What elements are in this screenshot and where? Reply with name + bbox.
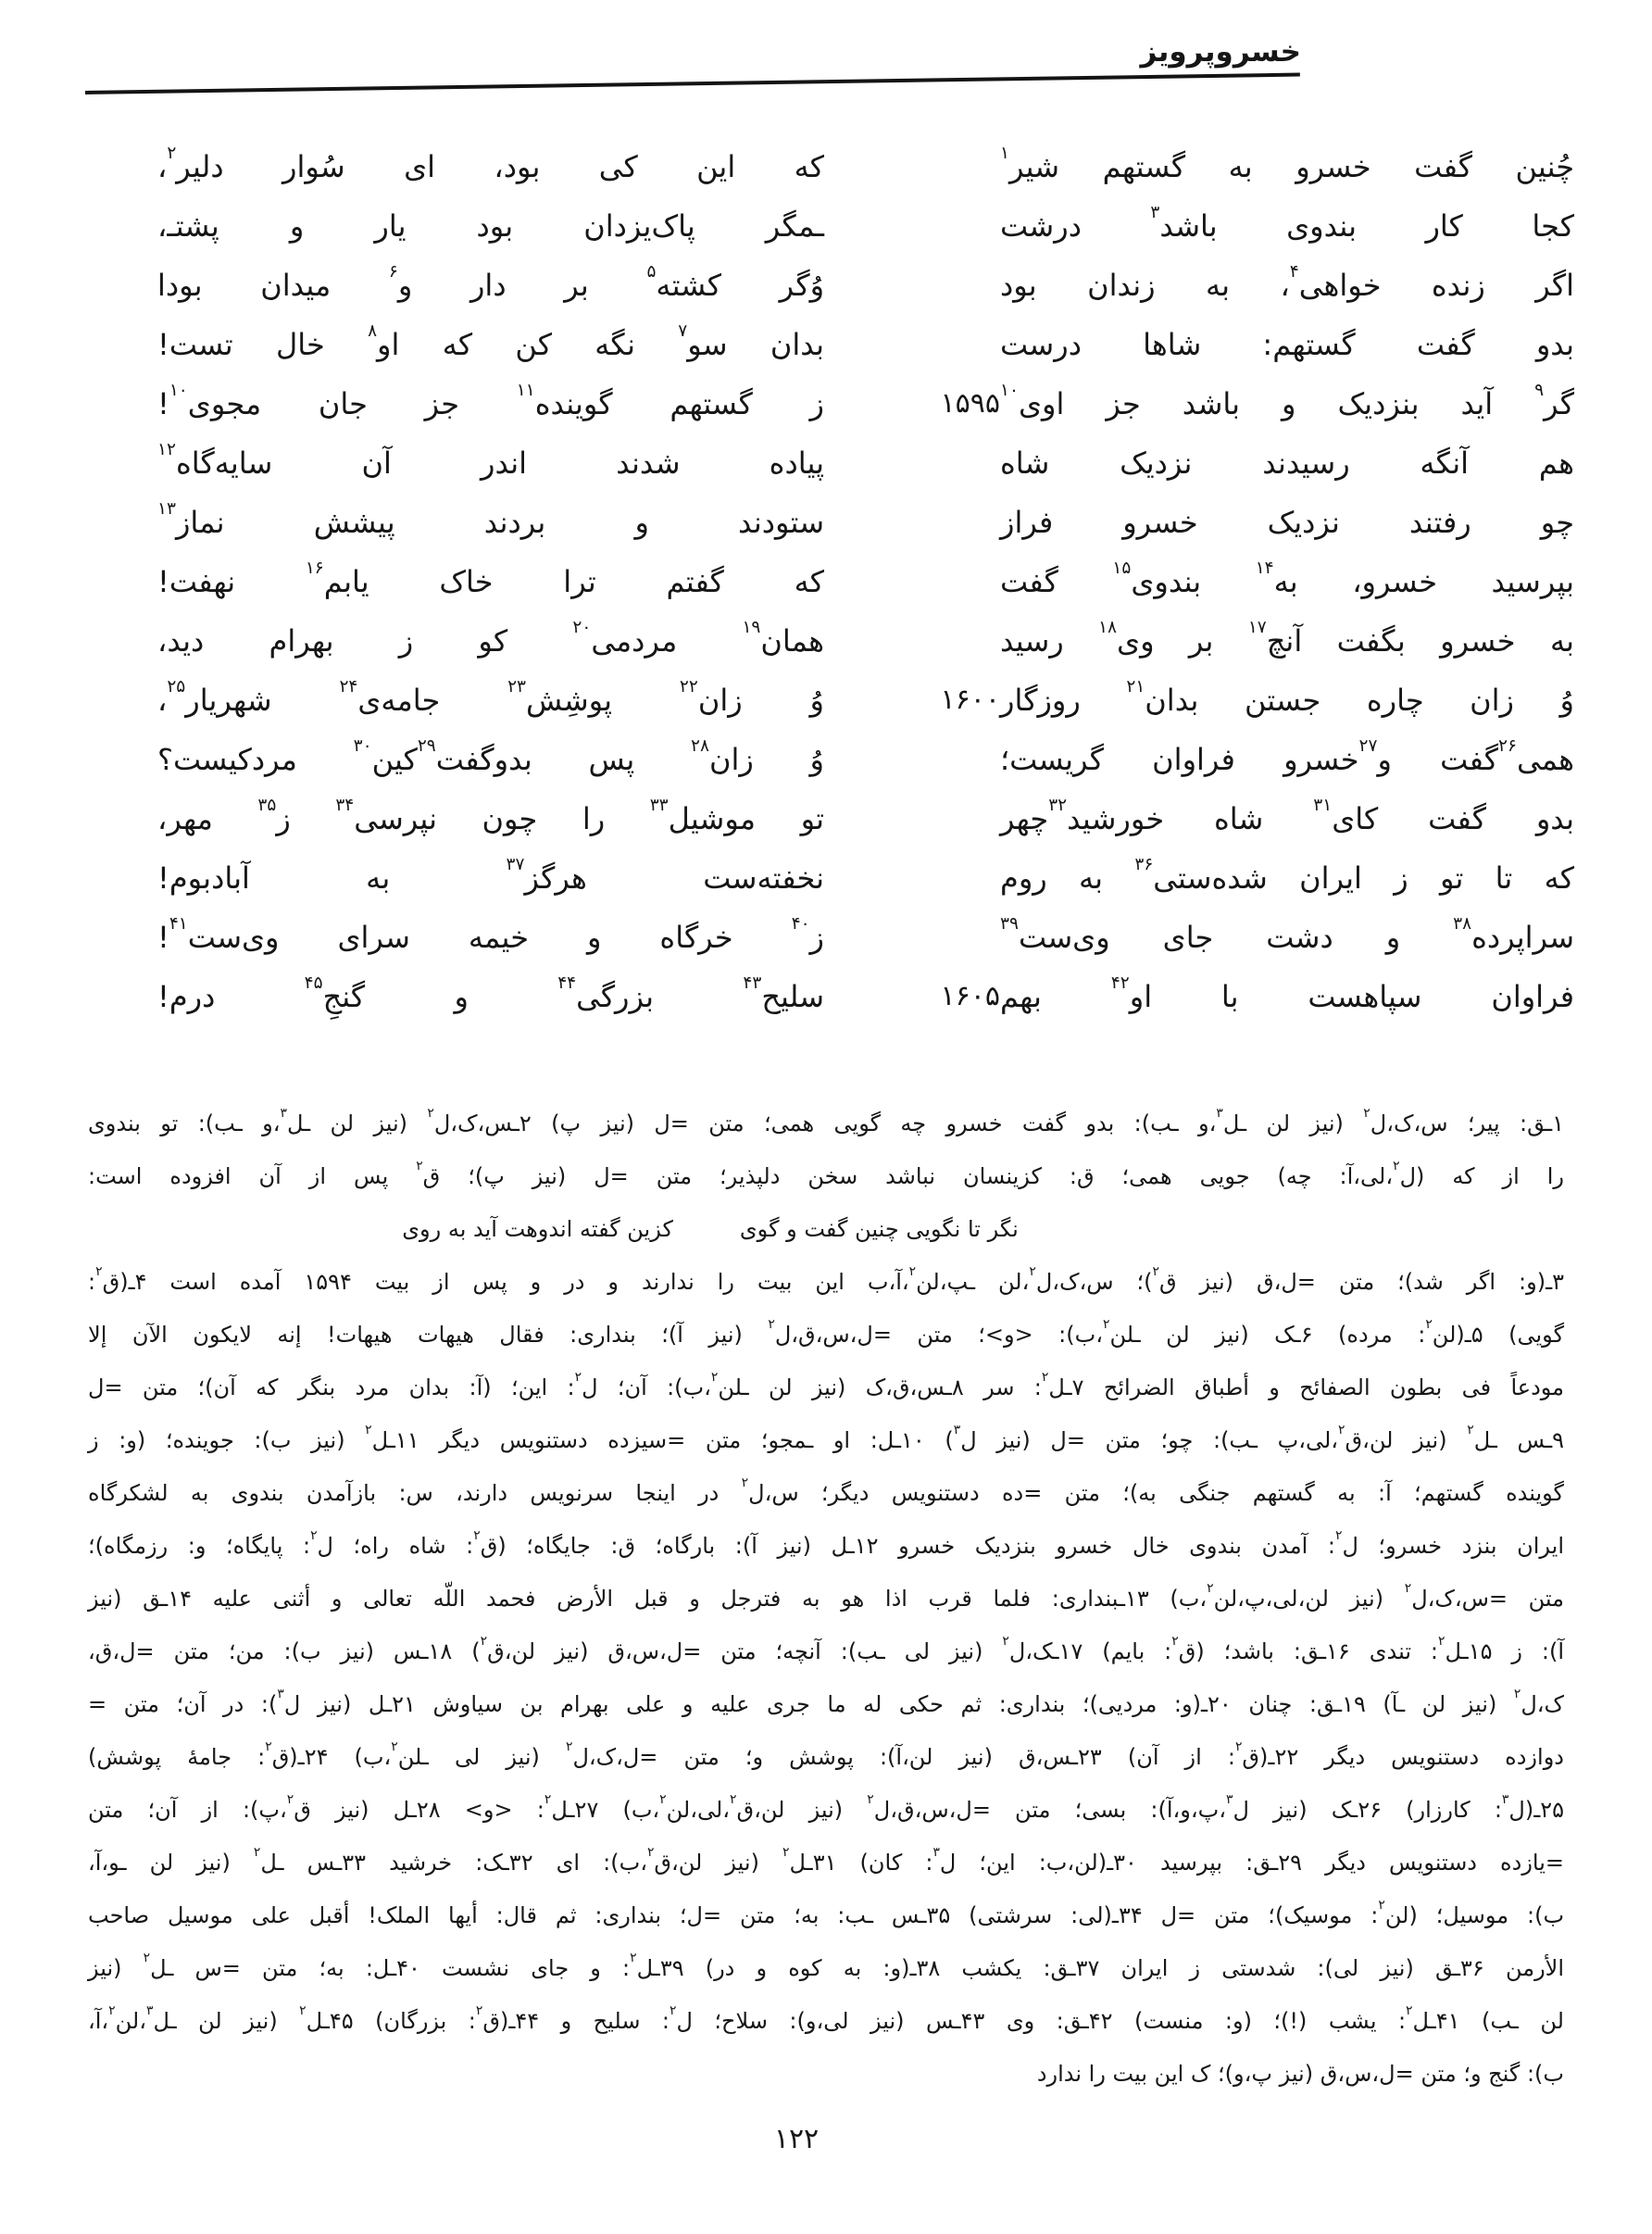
second-hemistich: سلیح$^{۴۳}$ بزرگی$^{۴۴}$ و گنجِ$^{۴۵}$ درم! <box>157 973 825 1014</box>
inserted-verse-first-hemistich: نگر تا نگویی چنین گفت و گوی <box>739 1216 1019 1242</box>
poem-block <box>157 137 1574 1026</box>
verse-row <box>157 493 1574 552</box>
verse-row <box>157 611 1574 671</box>
first-hemistich: چُنین گفت خسرو به گستهم شیر$^۱$ <box>1000 144 1574 184</box>
second-hemistich: وُ زان$^{۲۲}$ پوشِش$^{۲۳}$ جامه‌ی$^{۲۴}$ شهریار$^{۲۵}$، <box>157 677 824 718</box>
first-hemistich: به خسرو بگفت آنچ$^{۱۷}$ بر وی$^{۱۸}$ رسید <box>1000 618 1575 659</box>
second-hemistich: بدان سو$^۷$ نگه کن که او$^۸$ خال تست! <box>157 321 824 362</box>
verse-row <box>157 967 1574 1026</box>
first-hemistich: گر$^۹$ آید بنزدیک و باشد جز اوی$^{۱۰}$ <box>1000 381 1574 421</box>
apparatus-line: ب): گنج و؛ متن =ل،س،ق (نیز پ،و)؛ ک این بیت را ندارد <box>1036 2061 1564 2087</box>
page-number: ۱۲۲ <box>773 2123 820 2155</box>
first-hemistich: چو رفتند نزدیک خسرو فراز <box>1000 505 1574 540</box>
verse-row <box>157 196 1574 256</box>
first-hemistich: هم آنگه رسیدند نزدیک شاه <box>1000 446 1574 481</box>
verse-row <box>157 730 1574 789</box>
apparatus-line: لن ـب) ۴۱ـل$^۲$: یشب (!)؛ (و: منست) ۴۲ـق: وی ۴۳ـس (نیز لی،و): سلاح؛ ل$^۲$: سلیح و ۴۴ـ(ق$^۲$: بزرگان) ۴۵ـل$^۲$ (نیز لن ـل$^۳$،لن$^۲$،آ، <box>88 2002 1564 2034</box>
first-hemistich: فراوان سپاهست با او$^{۴۲}$ بهم <box>1000 973 1575 1014</box>
second-hemistich: که این کی بود، ای سُوار دلیر$^۲$، <box>157 144 824 184</box>
second-hemistich: ز گستهم گوینده$^{۱۱}$ جز جان مجوی$^{۱۰}$! <box>157 381 825 421</box>
first-hemistich: بدو گفت کای$^{۳۱}$ شاه خورشید$^{۳۲}$چهر <box>1000 796 1575 836</box>
verse-row <box>157 256 1574 315</box>
apparatus-line: ۱ـق: پیر؛ س،ک،ل$^۲$ (نیز لن ـل$^۳$،و ـب): بدو گفت خسرو چه گویی همی؛ متن =ل (نیز پ) ۲ـس،ک،ل$^۲$ (نیز لن ـل$^۳$،و ـب): تو بندوی <box>88 1105 1565 1136</box>
verse-row <box>157 908 1574 967</box>
second-hemistich: ستودند و بردند پیشش نماز$^{۱۳}$ <box>157 499 824 540</box>
first-hemistich: وُ زان چاره جستن بدان$^{۲۱}$ روزگار <box>1000 677 1575 718</box>
second-hemistich: نخفته‌ست هرگز$^{۳۷}$ به آبادبوم! <box>157 855 825 896</box>
first-hemistich: اگر زنده خواهی$^۴$، به زندان بود <box>1000 262 1574 303</box>
apparatus-line: متن =س،ک،ل$^۲$ (نیز لن،لی،پ،لن$^۲$،ب) ۱۳ـبنداری: فلما قرب اذا هو به فترجل و قبل الأرض فحمد اللّه تعالی و أثنی علیه ۱۴ـق (نیز <box>88 1580 1565 1612</box>
verse-row <box>157 137 1574 196</box>
verse-row <box>157 848 1574 908</box>
apparatus-line: ۹ـس ـل$^۲$ (نیز لن،ق$^۲$،لی،پ ـب): چو؛ متن =ل (نیز ل$^۳$) ۱۰ـل: او ـمجو؛ متن =سیزده دستنویس دیگر ۱۱ـل$^۲$ (نیز ب): جوینده؛ (و: ز <box>88 1422 1565 1453</box>
second-hemistich: وُ زان$^{۲۸}$ پس بدوگفت$^{۲۹}$کین$^{۳۰}$ مردکیست؟ <box>157 736 825 777</box>
verse-number: ۱۵۹۵ <box>940 387 1000 420</box>
first-hemistich: همی$^{۲۶}$گفت و$^{۲۷}$خسرو فراوان گریست؛ <box>1000 736 1575 777</box>
apparatus-line: الأرمن ۳۶ـق (نیز لی): شدستی ز ایران ۳۷ـق: یکشب ۳۸ـ(و: به کوه و در) ۳۹ـل$^۲$: و جای نشست ۴۰ـل: به؛ متن =س ـل$^۲$ (نیز <box>88 1950 1565 1981</box>
critical-apparatus <box>88 1098 1564 2101</box>
verse-number: ۱۶۰۰ <box>940 684 1000 716</box>
apparatus-line: گویی) ۵ـ(لن$^۲$: مرده) ۶ـک (نیز لن ـلن$^۲$،ب): <و>؛ متن =ل،س،ق،ل$^۲$ (نیز آ)؛ بنداری: فقال هیهات هیهات! إنه لایکون الآن إلا <box>88 1316 1565 1348</box>
apparatus-line: گوینده گستهم؛ آ: به گستهم جنگی به)؛ متن =ده دستنویس دیگر؛ س،ل$^۲$ در اینجا سرنویس دارند، س: بازآمدن بندوی به لشکرگاه <box>88 1475 1564 1506</box>
verse-row <box>157 789 1574 848</box>
verse-row <box>157 671 1574 730</box>
second-hemistich: که گفتم ترا خاک یابم$^{۱۶}$ نهفت! <box>157 558 825 599</box>
second-hemistich: تو موشیل$^{۳۳}$ را چون نپرسی$^{۳۴}$ ز$^{۳۵}$ مهر، <box>157 796 824 836</box>
second-hemistich: ـمگر پاک‌یزدان بود یار و پشتـ، <box>157 208 824 244</box>
header-rule <box>85 73 1300 94</box>
apparatus-line: ایران بنزد خسرو؛ ل$^۲$: آمدن بندوی خال خسرو بنزدیک خسرو ۱۲ـل (نیز آ): بارگاه؛ ق: جایگاه؛ (ق$^۲$: شاه راه؛ ل$^۲$: پایگاه؛ و: رزمگاه)؛ <box>88 1527 1565 1559</box>
apparatus-inserted-verse <box>0 1203 1448 1256</box>
apparatus-line: را از که (ل$^۲$،لی،آ: چه) جویی همی؛ ق: کزینسان نباشد سخن دلپذیر؛ متن =ل (نیز پ)؛ ق$^۲$ پس از آن افزوده است: <box>88 1158 1565 1189</box>
first-hemistich: کجا کار بندوی باشد$^۳$ درشت <box>1000 203 1575 244</box>
second-hemistich: همان$^{۱۹}$ مردمی$^{۲۰}$ کو ز بهرام دید، <box>157 618 825 659</box>
apparatus-line: آ): ز ۱۵ـل$^۲$: تندی ۱۶ـق: باشد؛ (ق$^۲$: بایم) ۱۷ـک،ل$^۲$ (نیز لی ـب): آنچه؛ متن =ل،س،ق (نیز لن،ق$^۲$) ۱۸ـس (نیز ب): من؛ متن =ل،ق، <box>88 1633 1565 1664</box>
apparatus-line: ۳ـ(و: اگر شد)؛ متن =ل،ق (نیز ق$^۲$)؛ س،ک،ل$^۲$،لن ـپ،لن$^۲$،آ،ب این بیت را ندارند و در و پس از بیت ۱۵۹۴ آمده است ۴ـ(ق$^۲$: <box>88 1263 1564 1295</box>
second-hemistich: وُگر کشته$^۵$ بر دار و$^۶$ میدان بودا <box>157 262 825 303</box>
verse-row <box>157 315 1574 374</box>
verse-number: ۱۶۰۵ <box>940 980 1000 1012</box>
apparatus-line: ک،ل$^۲$ (نیز لن ـآ) ۱۹ـق: چنان ۲۰ـ(و: مردیی)؛ بنداری: ثم حکی له ما جری علیه و علی بهرام بن سیاوش ۲۱ـل (نیز ل$^۳$): در آن؛ متن = <box>88 1686 1565 1717</box>
verse-row <box>157 552 1574 611</box>
verse-row <box>157 433 1574 493</box>
apparatus-line: مودعاً فی بطون الصفائح و أطباق الضرائح ۷ـل$^۲$: سر ۸ـس،ق،ک (نیز لن ـلن$^۲$،ب): آن؛ ل$^۲$: این؛ (آ: بدان مرد بنگر که آن)؛ متن =ل <box>88 1369 1565 1400</box>
apparatus-line: =یازده دستنویس دیگر ۲۹ـق: بپرسید ۳۰ـ(لن،ب: این؛ ل$^۳$: کان) ۳۱ـل$^۲$ (نیز لن،ق$^۲$،ب): ای ۳۲ـک: خرشید ۳۳ـس ـل$^۲$ (نیز لن ـو،آ، <box>88 1844 1565 1876</box>
first-hemistich: سراپرده$^{۳۸}$ و دشت جای وی‌ست$^{۳۹}$ <box>1000 914 1574 955</box>
first-hemistich: بدو گفت گستهم: شاها درست <box>1000 327 1574 362</box>
apparatus-line: ۲۵ـ(ل$^۳$: کارزار) ۲۶ـک (نیز ل$^۳$،پ،و،آ): بسی؛ متن =ل،س،ق،ل$^۲$ (نیز لن،ق$^۲$،لی،لن$^۲$،ب) ۲۷ـل$^۲$: <و> ۲۸ـل (نیز ق$^۲$،پ): از آن؛ متن <box>88 1791 1565 1823</box>
second-hemistich: پیاده شدند اندر آن سایه‌گاه$^{۱۲}$ <box>157 440 824 481</box>
chapter-title: خسروپرویز <box>1140 35 1301 69</box>
apparatus-line: دوازده دستنویس دیگر ۲۲ـ(ق$^۲$: از آن) ۲۳ـس،ق (نیز لن،آ): پوشش و؛ متن =ل،ک،ل$^۲$ (نیز لی ـلن$^۲$،ب) ۲۴ـ(ق$^۲$: جامهٔ پوشش) <box>88 1738 1564 1770</box>
verse-row <box>157 374 1574 433</box>
first-hemistich: بپرسید خسرو، به$^{۱۴}$ بندوی$^{۱۵}$ گفت <box>1000 558 1575 599</box>
second-hemistich: ز$^{۴۰}$ خرگاه و خیمه سرای وی‌ست$^{۴۱}$! <box>157 914 824 955</box>
first-hemistich: که تا تو ز ایران شده‌ستی$^{۳۶}$ به روم <box>1000 855 1575 896</box>
apparatus-line: ب): موسیل؛ (لن$^۲$: موسیک)؛ متن =ل ۳۴ـ(لی: سرشتی) ۳۵ـس ـب: به؛ متن =ل؛ بنداری: ثم قال: أیها الملک! أقبل علی موسیل صاحب <box>88 1897 1565 1928</box>
inserted-verse-second-hemistich: کزین گفته اندوهت آید به روی <box>402 1216 673 1242</box>
